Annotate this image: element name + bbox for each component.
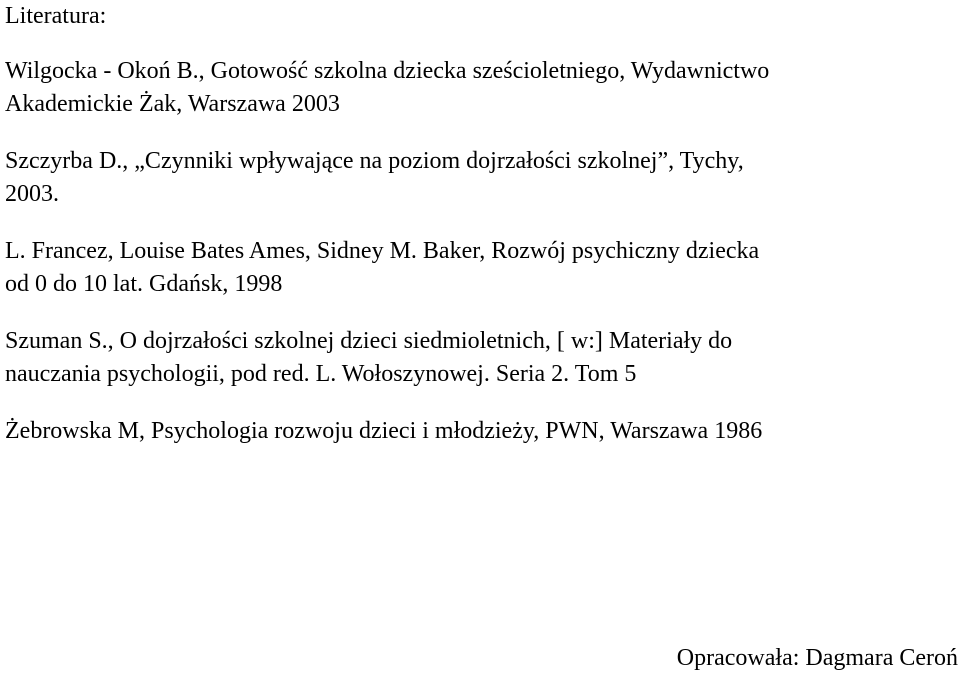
reference-item — [5, 55, 955, 121]
reference-item — [5, 325, 955, 391]
author-note: Opracowała: Dagmara Ceroń — [676, 645, 958, 671]
reference-line: od 0 do 10 lat. Gdańsk, 1998 — [5, 271, 283, 297]
reference-line: Szuman S., O dojrzałości szkolnej dzieci siedmioletnich, [ w:] Materiały do — [5, 328, 733, 354]
reference-line: Akademickie Żak, Warszawa 2003 — [5, 91, 340, 117]
reference-list — [5, 55, 955, 472]
reference-line: 2003. — [5, 181, 59, 207]
reference-item — [5, 235, 955, 301]
reference-item — [5, 145, 955, 211]
reference-line: L. Francez, Louise Bates Ames, Sidney M. Baker, Rozwój psychiczny dziecka — [5, 238, 760, 264]
bibliography-heading: Literatura: — [5, 3, 107, 29]
reference-item — [5, 415, 955, 448]
reference-line: Szczyrba D., „Czynniki wpływające na poziom dojrzałości szkolnej”, Tychy, — [5, 148, 744, 174]
reference-line: Wilgocka - Okoń B., Gotowość szkolna dziecka sześcioletniego, Wydawnictwo — [5, 58, 770, 84]
reference-line: nauczania psychologii, pod red. L. Wołoszynowej. Seria 2. Tom 5 — [5, 361, 637, 387]
reference-line: Żebrowska M, Psychologia rozwoju dzieci i młodzieży, PWN, Warszawa 1986 — [5, 418, 763, 444]
